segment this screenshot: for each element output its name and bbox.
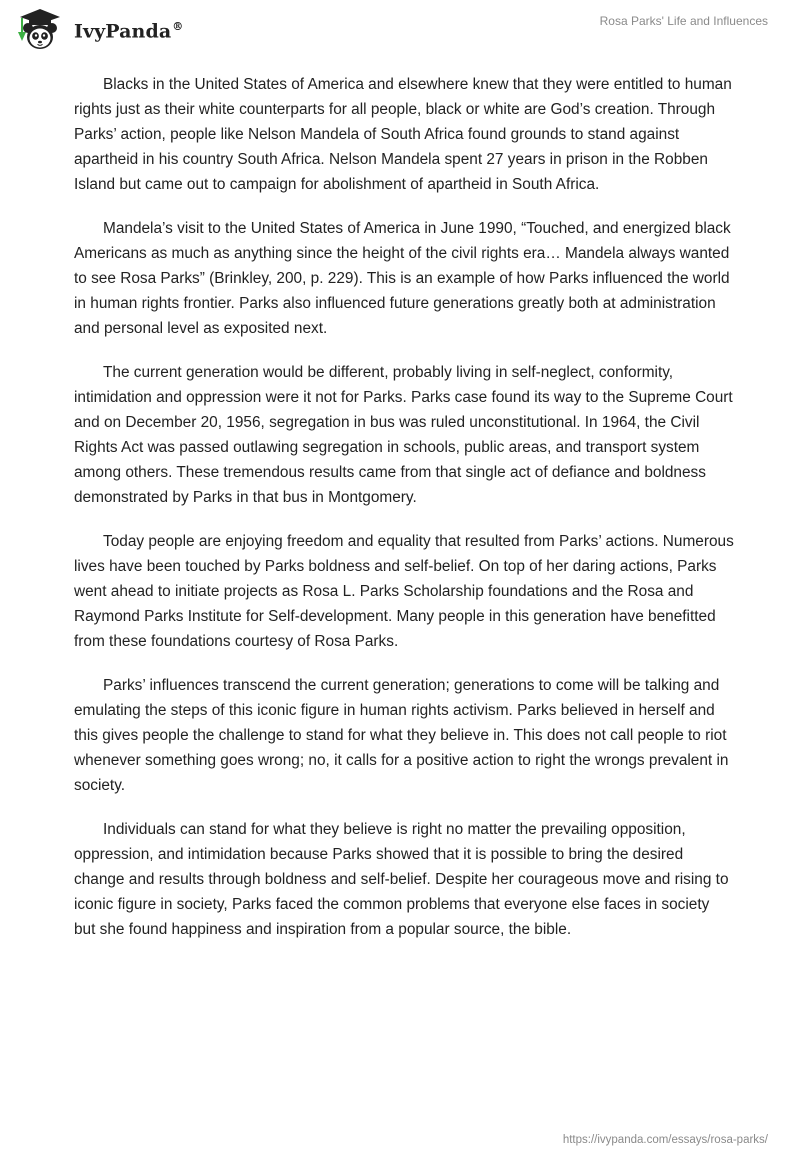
ivypanda-logo[interactable] bbox=[14, 8, 183, 52]
source-url-link[interactable]: https://ivypanda.com/essays/rosa-parks/ bbox=[562, 1134, 768, 1146]
paragraph-3: The current generation would be different, probably living in self-neglect, conformity, intimidation and oppression were it not for Parks. Parks case found its way to the Supreme Court and on December 20, 1956, segregation in bus was ruled unconstitutional. In 1964, the Civil Rights Act was passed outlawing segregation in schools, public areas, and transport system among others. These tremendous results came from that single act of defiance and boldness demonstrated by Parks in that bus in Montgomery. bbox=[74, 364, 733, 506]
page-header bbox=[0, 0, 800, 60]
paragraph-4: Today people are enjoying freedom and equality that resulted from Parks’ actions. Numerous lives have been touched by Parks boldness and self-belief. On top of her daring actions, Parks went ahead to initiate projects as Rosa L. Parks Scholarship foundations and the Rosa and Raymond Parks Institute for Self-development. Many people in this generation have benefitted from these foundations courtesy of Rosa Parks. bbox=[74, 533, 734, 650]
paragraph-1: Blacks in the United States of America and elsewhere knew that they were entitled to human rights just as their white counterparts for all people, black or white are God’s creation. Through Parks’ action, people like Nelson Mandela of South Africa found grounds to stand against apartheid in his country South Africa. Nelson Mandela spent 27 years in prison in the Robben Island but came out to campaign for abolishment of apartheid in South Africa. bbox=[74, 76, 732, 193]
paragraph-6: Individuals can stand for what they believe is right no matter the prevailing opposition, oppression, and intimidation because Parks showed that it is possible to bring the desired change and results through boldness and self-belief. Despite her courageous move and rising to iconic figure in society, Parks faced the common problems that everyone else faces in society but she found happiness and inspiration from a popular source, the bible. bbox=[74, 821, 729, 938]
logo-text: IvyPanda bbox=[74, 20, 172, 43]
essay-body bbox=[74, 72, 734, 961]
logo-wordmark bbox=[74, 20, 183, 42]
paragraph-5: Parks’ influences transcend the current generation; generations to come will be talking and emulating the steps of this iconic figure in human rights activism. Parks believed in herself and this gives people the challenge to stand for what they believe in. This does not call people to riot whenever something goes wrong; no, it calls for a positive action to right the wrongs prevalent in society. bbox=[74, 677, 729, 794]
paragraph-2: Mandela’s visit to the United States of America in June 1990, “Touched, and energized black Americans as much as anything since the height of the civil rights era… Mandela always wanted to see Rosa Parks” (Brinkley, 200, p. 229). This is an example of how Parks influenced the world in human rights frontier. Parks also influenced future generations greatly both at administration and personal level as exposited next. bbox=[74, 220, 731, 337]
document-title: Rosa Parks' Life and Influences bbox=[599, 14, 768, 28]
panda-graduate-icon bbox=[14, 8, 66, 52]
registered-mark: ® bbox=[172, 19, 184, 33]
